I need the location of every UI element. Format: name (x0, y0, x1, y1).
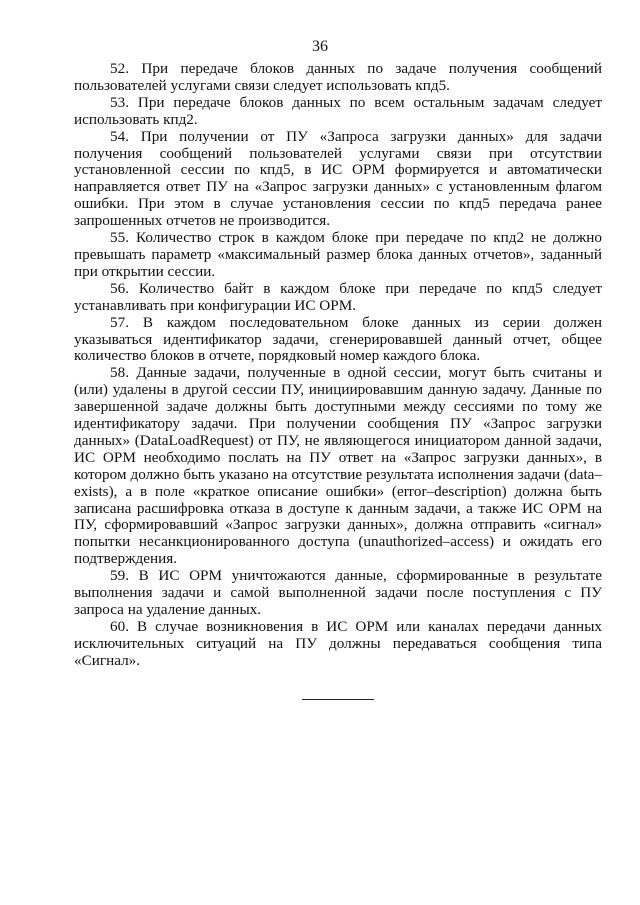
paragraph-53: 53. При передаче блоков данных по всем остальным задачам следует использовать кпд2. (74, 93, 602, 128)
paragraph-58: 58. Данные задачи, полученные в одной сессии, могут быть считаны и (или) удалены в другой сессии ПУ, инициировавшим данную задачу. Данные по завершенной задаче должны быть доступными между сессиями по тому же идентификатору задачи. При получении сообщения ПУ «Запрос загрузки данных» (DataLoadRequest) от ПУ, не являющегося инициатором данной задачи, ИС ОРМ необходимо послать на ПУ ответ на «Запрос загрузки данных», в котором должно быть указано на отсутствие результата исполнения задачи (data–exists), а в поле «краткое описание ошибки» (error–description) должна быть записана расшифровка отказа в доступе к данным задачи, а также ИС ОРМ на ПУ, сформировавший «Запрос загрузки данных», должна отправить «сигнал» попытки несанкционированного доступа (unauthorized–access) и ожидать его подтверждения. (74, 364, 602, 568)
paragraph-60: 60. В случае возникновения в ИС ОРМ или каналах передачи данных исключительных ситуаций на ПУ должны передаваться сообщения типа «Сигнал». (74, 617, 602, 669)
paragraph-56: 56. Количество байт в каждом блоке при передаче по кпд5 следует устанавливать при конфигурации ИС ОРМ. (74, 279, 602, 314)
paragraph-59: 59. В ИС ОРМ уничтожаются данные, сформированные в результате выполнения задачи и самой выполненной задачи после поступления с ПУ запроса на удаление данных. (74, 567, 602, 618)
paragraph-54: 54. При получении от ПУ «Запроса загрузки данных» для задачи получения сообщений пользователей услугами связи при отсутствии установленной сессии по кпд5, в ИС ОРМ формируется и автоматически направляется ответ ПУ на «Запрос загрузки данных» с установленным флагом ошибки. При этом в случае установления сессии по кпд5 передача ранее запрошенных отчетов не производится. (74, 127, 602, 230)
end-of-text-rule (302, 699, 374, 700)
paragraph-57: 57. В каждом последовательном блоке данных из серии должен указываться идентификатор задачи, сгенерировавшей данный отчет, общее количество блоков в отчете, порядковый номер каждого блока. (74, 313, 602, 365)
page-number: 36 (312, 38, 328, 55)
document-body (74, 61, 602, 670)
paragraph-52: 52. При передаче блоков данных по задаче получения сообщений пользователей услугами связи следует использовать кпд5. (74, 60, 602, 94)
paragraph-55: 55. Количество строк в каждом блоке при передаче по кпд2 не должно превышать параметр «максимальный размер блока данных отчетов», заданный при открытии сессии. (74, 229, 602, 280)
